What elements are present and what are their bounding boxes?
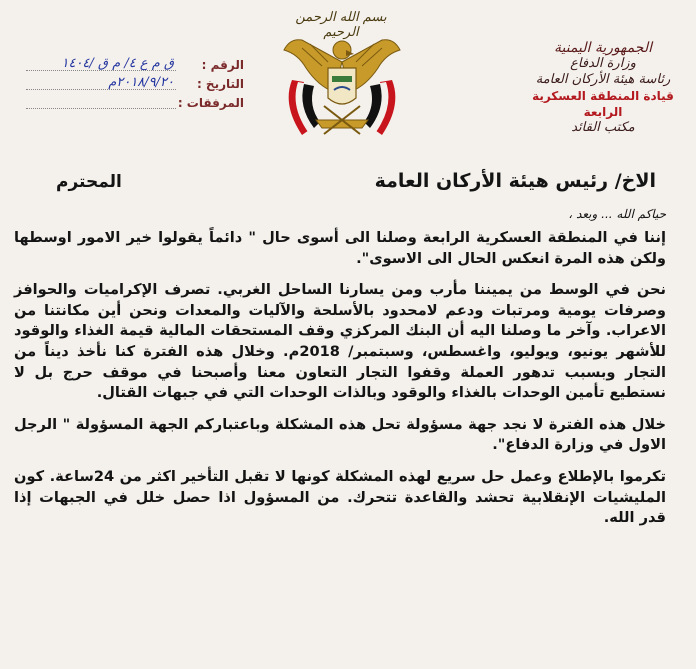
basmala-text: بسم الله الرحمن الرحيم xyxy=(295,10,387,40)
ref-value: ق م ع ٤/ م ق /١٤٠٤ xyxy=(61,56,174,71)
org-line-staff: رئاسة هيئة الأركان العامة xyxy=(535,72,671,87)
date-label: التاريخ : xyxy=(196,77,244,91)
attachments-row xyxy=(14,96,244,115)
paragraph-1: إننا في المنطقة العسكرية الرابعة وصلنا الى أسوى حال " دائماً يقولوا خير الامور اوسطها ولكن هذه المرة انعكس الحال الى الاسوى". xyxy=(14,229,666,267)
letter-body xyxy=(14,206,666,529)
eagle-emblem-icon xyxy=(262,10,422,150)
addressee-title: الاخ/ رئيس هيئة الأركان العامة xyxy=(374,170,656,192)
org-line-office: مكتب القائد xyxy=(571,120,635,135)
org-line-ministry: وزارة الدفاع xyxy=(570,56,636,71)
date-value: ٢٠١٨/٩/٢٠م xyxy=(108,75,174,90)
date-row xyxy=(14,77,244,96)
ref-label: الرقم : xyxy=(201,58,244,72)
org-line-region: قيادة المنطقة العسكرية الرابعة xyxy=(532,89,674,119)
letterhead-organization xyxy=(528,40,678,136)
org-line-republic: الجمهورية اليمنية xyxy=(553,40,652,56)
paragraph-3: خلال هذه الفترة لا نجد جهة مسؤولة تحل هذه المشكلة وباعتباركم الجهة المسؤولة " الرجل الاول في وزارة الدفاع". xyxy=(14,415,666,454)
attachments-dotted-line xyxy=(26,108,176,109)
reference-block xyxy=(14,58,244,115)
honorific: المحترم xyxy=(56,172,122,192)
paragraph-2: نحن في الوسط من يميننا مأرب ومن يسارنا الساحل الغربي. تصرف الإكراميات والحوافز وصرفات يومية ومرتبات ودعم لامحدود بالأسلحة والآليات والمعدات ونحن أين مكانتنا من الاعراب. وآخر ما وصلنا اليه أن البنك المركزي وقف المستحقات المالية قيمة الغذاء والوقود للأشهر يونيو، ويوليو، واغسطس، وسبتمبر/ 2018م. وخلال هذه الفترة كنا نأخذ ديناً من التجار وبسبب تدهور العملة وقفوا التجار التعاون معنا وأصبحنا في موقف حرج بل لا نستطيع تأمين الوحدات بالغذاء والوقود وبالذات الوحدات التي في جبهات القتال. xyxy=(14,281,667,402)
attachments-label: المرفقات : xyxy=(177,96,244,110)
paragraph-4: تكرموا بالإطلاع وعمل حل سريع لهذه المشكلة كونها لا تقبل التأخير اكثر من 24ساعة. كون المليشيات الإنقلابية تحشد والقاعدة تتحرك. من المسؤول اذا حصل خلل في الجبهات إذا قدر الله. xyxy=(14,467,666,527)
greeting: حياكم الله ... وبعد ، xyxy=(568,207,666,221)
